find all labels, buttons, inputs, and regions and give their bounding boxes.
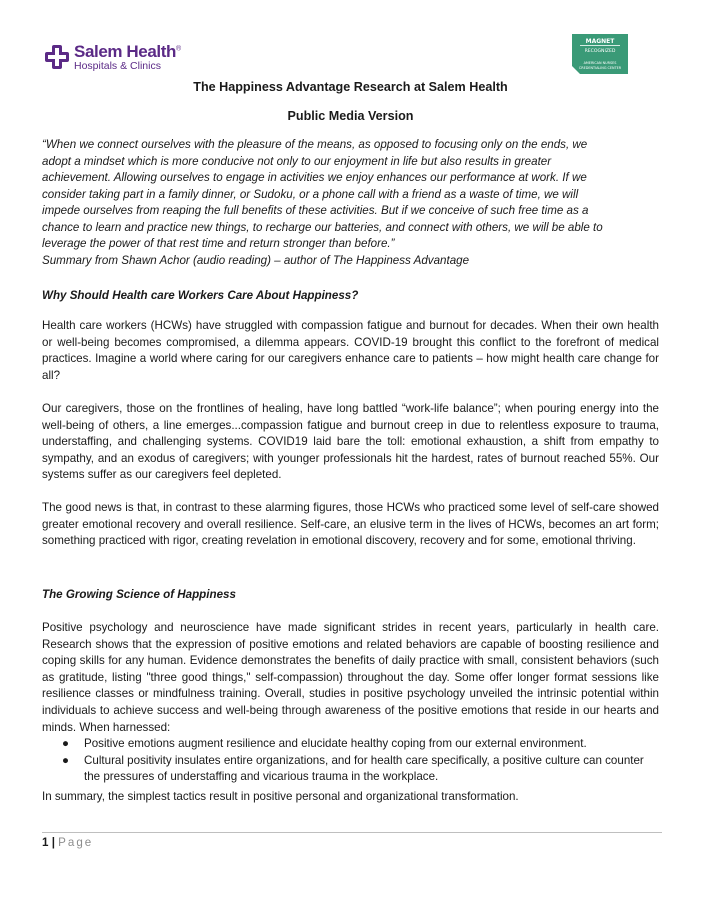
document-subtitle: Public Media Version (287, 109, 414, 123)
list-item (62, 753, 660, 786)
logo-title: Salem Health® (74, 42, 181, 61)
paragraph: Health care workers (HCWs) have struggled with compassion fatigue and burnout for decades. When their own health or well-being becomes compromised, a dilemma appears. COVID-19 brought this conflict to the forefront of medical practices. Imagine a world where caring for our caregivers enhance care to patients – how might health care change for all? (42, 319, 659, 382)
quote-line: consider taking part in a family dinner, or Sudoku, or a phone call with a friend as a waste of time, we will (42, 188, 579, 201)
quote-line: achievement. Allowing ourselves to engage in activities we enjoy enhances our performance at work. If we (42, 171, 587, 184)
registered-mark: ® (175, 45, 181, 53)
section-heading-science: The Growing Science of Happiness (42, 588, 236, 601)
page-label: Page (58, 836, 94, 849)
list-item (62, 736, 660, 753)
badge-line-2: RECOGNIZED (584, 49, 616, 54)
quote-line: “When we connect ourselves with the pleasure of the means, as opposed to focusing only on the ends, we (42, 138, 588, 151)
footer-separator: | (51, 836, 55, 849)
magnet-recognized-badge (572, 34, 628, 74)
quote-attribution: Summary from Shawn Achor (audio reading) – author of The Happiness Advantage (42, 254, 470, 267)
logo-subtitle: Hospitals & Clinics (74, 60, 161, 72)
quote-line: impede ourselves from reaping the full benefits of these activities. But if we conceive of such free time as a (42, 204, 589, 217)
bullet-icon: ● (62, 753, 70, 767)
quote-line: chance to learn and practice new things, to recharge our batteries, and connect with others, we will be able to (42, 221, 603, 234)
bullet-text: Cultural positivity insulates entire organizations, and for health care specifically, a positive culture can counter the pressures of understaffing and vicarious trauma in the workplace. (84, 753, 644, 784)
salem-cross-icon (44, 44, 70, 70)
footer-divider (42, 832, 662, 833)
bullet-list (62, 736, 660, 786)
page-footer (42, 836, 93, 849)
document-title: The Happiness Advantage Research at Salem Health (193, 80, 508, 94)
quote-line: adopt a mindset which is more conducive not only to our enjoyment in life but also results in greater (42, 155, 552, 168)
summary-line: In summary, the simplest tactics result in positive personal and organizational transformation. (42, 790, 519, 803)
badge-line-1: MAGNET (585, 38, 615, 45)
salem-health-logo (44, 44, 179, 74)
paragraph: Our caregivers, those on the frontlines of healing, have long battled “work-life balance”; when pouring energy into the well-being of others, a line emerges...compassion fatigue and burnout creep in due to relentless exposure to trauma, understaffing, and challenging systems. COVID19 laid bare the toll: emotional exhaustion, a shift from empathy to sympathy, and an exodus of caregivers; with younger professionals hit the hardest, rates of burnout reached 55%. Our systems suffer as our caregivers feel depleted. (42, 402, 659, 482)
badge-line-3: AMERICAN NURSES (583, 61, 617, 65)
paragraph: The good news is that, in contrast to these alarming figures, those HCWs who practiced some level of self-care showed greater emotional recovery and overall resilience. Self-care, an elusive term in the lives of HCWs, becomes an art form; something practiced with rigor, creating revelation in emotional discovery, recovery and for some, emotional thriving. (42, 501, 659, 548)
paragraph: Positive psychology and neuroscience have made significant strides in recent years, particularly in health care. Research shows that the expression of positive emotions and related behaviors are capable of boosting resilience and coping skills for any human. Evidence demonstrates the benefits of daily practice with small, consistent behaviors (such as gratitude, listing "three good things," self-compassion) throughout the day. Some offer longer format sessions like resilience classes or mindfulness training. Overall, studies in positive psychology unveiled the intrinsic potential within individuals to achieve success and well-being through awareness of the positive emotions that reside in our hearts and minds. When harnessed: (42, 621, 659, 734)
quote-line: leverage the power of that rest time and return stronger than before.” (42, 237, 395, 250)
section-heading-why: Why Should Health care Workers Care About Happiness? (42, 289, 359, 302)
bullet-text: Positive emotions augment resilience and elucidate healthy coping from our external environment. (84, 737, 587, 750)
bullet-icon: ● (62, 737, 70, 750)
page-number: 1 (42, 836, 49, 849)
badge-line-4: CREDENTIALING CENTER (578, 66, 622, 70)
